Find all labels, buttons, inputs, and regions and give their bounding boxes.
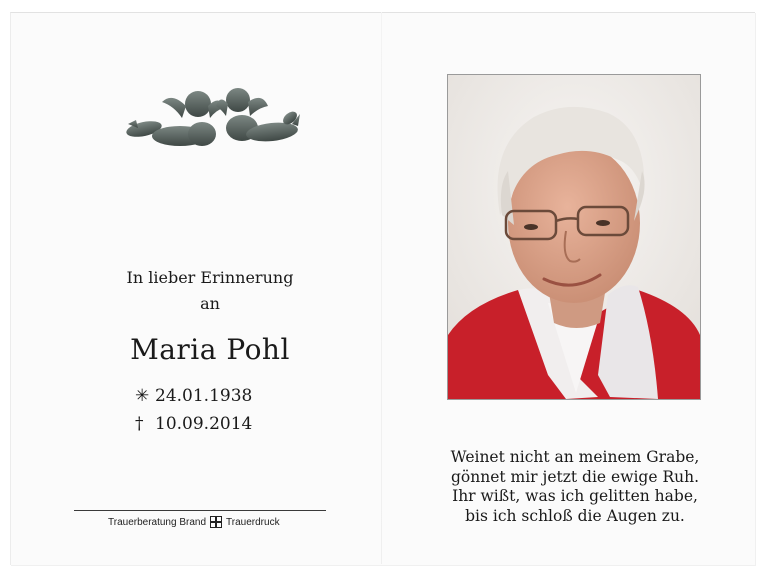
printer-footer: [108, 516, 280, 528]
portrait-photo: [447, 74, 701, 400]
card-fold: [381, 12, 382, 564]
birth-star-icon: ✳: [135, 386, 150, 406]
deceased-name: Maria Pohl: [130, 333, 290, 366]
footer-right-text: Trauerdruck: [226, 516, 280, 528]
poem-line: Weinet nicht an meinem Grabe,: [450, 448, 700, 466]
footer-left-text: Trauerberatung Brand: [108, 516, 207, 528]
cherub-left: [125, 91, 224, 146]
birth-row: [135, 386, 252, 406]
memorial-poem: [432, 448, 718, 526]
death-row: [135, 414, 252, 434]
cherub-right: [216, 88, 300, 144]
birth-date: 24.01.1938: [155, 386, 253, 406]
footer-divider: [74, 510, 326, 511]
poem-line: bis ich schloß die Augen zu.: [465, 506, 685, 525]
death-date: 10.09.2014: [155, 414, 253, 434]
poem-line: Ihr wißt, was ich gelitten habe,: [452, 487, 698, 505]
intro-line-1: In lieber Erinnerung: [126, 268, 294, 287]
printer-cross-icon: [210, 516, 222, 528]
death-cross-icon: †: [135, 414, 144, 434]
intro-line-2: an: [200, 294, 220, 313]
cherubs-icon: [122, 84, 302, 164]
poem-line: gönnet mir jetzt die ewige Ruh.: [450, 467, 700, 486]
